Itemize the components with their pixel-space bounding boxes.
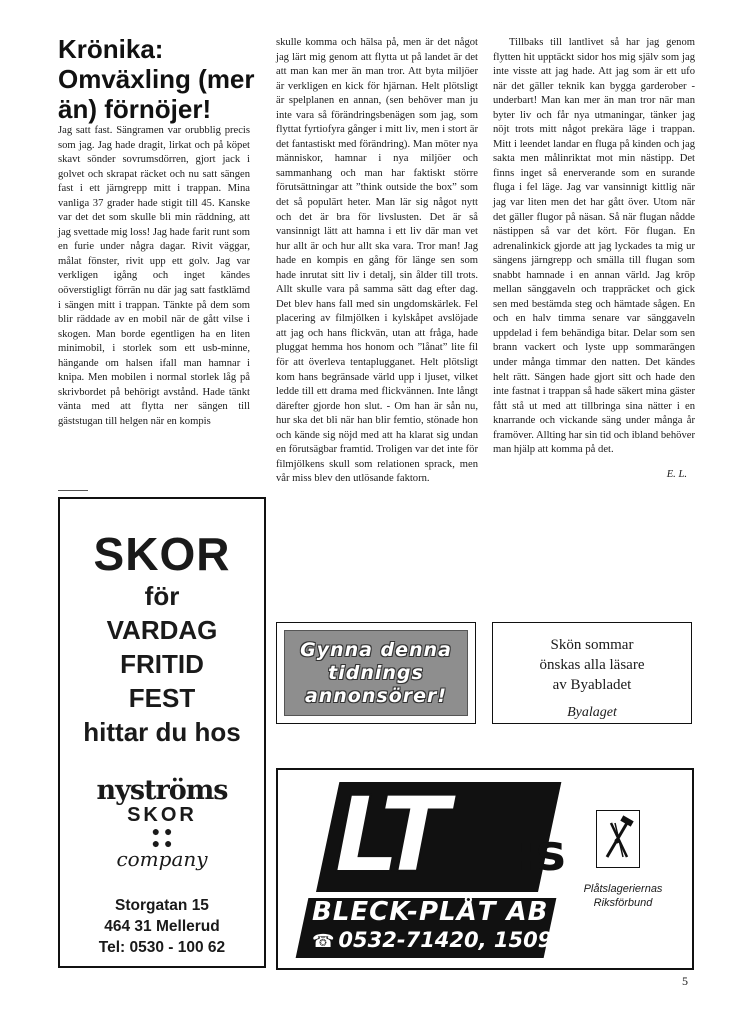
ad-skor-headline: SKOR bbox=[93, 528, 231, 580]
nystroms-logo bbox=[60, 777, 264, 869]
advertisement-nystroms-skor bbox=[58, 497, 266, 968]
article-title bbox=[58, 34, 258, 124]
ad-skor-line-1: för bbox=[144, 581, 180, 611]
hammer-pliers-icon bbox=[597, 811, 638, 866]
column-end-rule bbox=[58, 490, 88, 491]
article-title-line-3: än) förnöjer! bbox=[58, 94, 212, 124]
page-number: 5 bbox=[682, 974, 688, 988]
footprints-icon: ● ● ● ● bbox=[151, 823, 173, 851]
ad-skor-line-3: FRITID bbox=[120, 649, 204, 679]
article-column-2 bbox=[276, 36, 478, 487]
lts-logo bbox=[298, 774, 567, 960]
advertisement-lts-bleck-plat bbox=[276, 768, 694, 970]
tools-badge-icon bbox=[596, 810, 640, 868]
lts-phone bbox=[312, 926, 567, 956]
gynna-panel bbox=[284, 630, 468, 716]
ad-skor-address-line-1: Storgatan 15 bbox=[115, 897, 209, 914]
article-paragraph-2: skulle komma och hälsa på, men är det något jag lärt mig genom att flytta ut på landet är det att man kan mer än man tror. Att byta miljöer är verkligen en kick för hjärnan. Helt plötsligt är spelplanen en annan, (sen behöver man ju inte vara så förändringsbenägen som jag, som flyttat fyrtiofyra gånger i mitt liv, men i stort är det fantastiskt med förändring). Man möter nya människor, hamnar i nya miljöer och sammanhang och man har faktiskt större förutsättningar att ”think outside the box” som det så populärt heter. Man lär sig något nytt och det är bra för livslusten. Det är så vansinnigt lätt att hamna i ett liv där man vet hur allt är och hur allt ska vara. Tror man! Jag hade en kompis en gång för länge sen som hade inrutat sitt liv i detalj, sin ålder till trots. Allt skulle vara på samma sätt dag efter dag. Det blev hans fall med sin ungdomskärlek. Fel placering av filmjölken i kylskåpet avslöjade att jag och hans flickvän, utan att fråga, hade pluggat hemma hos honom och ”lånat” lite fil för att överleva tentaplugganet. Helt plötsligt kom hans begränsade värld upp i ljuset, vilket ledde till ett drama med flickvännen. Inte långt därefter gjorde hon slut. - Om han är sån nu, hur ska det bli när han blir femtio, stönade hon och kände sig nöjd med att ha klarat sig undan en förutsägbar framtid. Troligen var det inte för filmjölkens skull som relationen sprack, men vår miss blev den utlösande faktorn. bbox=[276, 37, 478, 485]
lts-logo-letters: LT bbox=[334, 774, 446, 896]
summer-greeting-line-1: Skön sommar bbox=[550, 637, 634, 653]
summer-greeting-line-3: av Byabladet bbox=[552, 677, 632, 693]
association-name-line-2: Riksförbund bbox=[593, 897, 653, 909]
ad-skor-line-2: VARDAG bbox=[106, 615, 218, 645]
nystroms-logo-name: nyströms bbox=[96, 775, 228, 806]
advertisement-gynna bbox=[276, 622, 476, 724]
article-column-1 bbox=[58, 124, 250, 429]
summer-greeting-box bbox=[492, 622, 692, 724]
gynna-line-2: tidnings bbox=[328, 661, 424, 684]
article-title-line-1: Krönika: bbox=[58, 34, 164, 64]
summer-greeting-line-2: önskas alla läsare bbox=[539, 657, 645, 673]
nystroms-logo-skor: SKOR bbox=[127, 804, 197, 826]
ad-skor-line-5: hittar du hos bbox=[83, 717, 241, 747]
ad-skor-address-line-2: 464 31 Mellerud bbox=[104, 918, 220, 935]
gynna-line-1: Gynna denna bbox=[300, 638, 452, 661]
phone-icon: ☎ bbox=[312, 931, 335, 952]
article-signature: E. L. bbox=[666, 468, 687, 480]
article-column-3 bbox=[493, 36, 695, 482]
summer-greeting-signature: Byalaget bbox=[567, 705, 617, 720]
article-paragraph-3: Tillbaks till lantlivet så har jag genom flytten hit upptäckt sidor hos mig själv som jag inte visste att jag hade. Att jag som är ett ufo när det gäller teknik kan bygga garderober - underbart! Man kan mer än man tror när man byter liv och får nya utmaningar, tänker jag nöjt trots mitt något prekära läge i trappan. Mitt i leendet landar en fluga på kinden och jag sakta men målinriktat mot min nästipp. Det finns inget så enerverande som en surande fluga i fel läge. Jag var vansinnigt kittlig när jag var liten men det har gått över. Utom när det gäller flugor på näsan. Så när flugan nådde nästippen så var det kört. För flugan. En adrenalinkick gjorde att jag lyckades ta mig ur sängens järngrepp och smälla till flugan som snabbt hamnade i en annan värld. Jag kröp mellan sänggaveln och trappräcket och gick sen med bestämda steg och hämtade sågen. En och en halv timma senare var sänggaveln uppdelad i fem behändiga bitar. Delar som sen brann vackert och lyste upp sommarängen under många timmar den natten. Det kändes helt rätt. Sängen hade gjort sitt och hade den inte fastnat i trappan så hade säkert mina gäster fått stå ut med att tillbringa sina nätter i en knarrande och vickande säng under många år framöver. Allting har sin tid och ibland behöver man hjälp att komma på det. bbox=[493, 37, 695, 456]
lts-company-name: BLECK-PLÅT AB bbox=[312, 897, 549, 927]
article-paragraph-1: Jag satt fast. Sängramen var orubblig precis som jag. Jag hade dragit, lirkat och på köpet skavt sönder sovrumsdörren, gjort jack i golvet och skrapat räcket och nu satt sängen fast i ett järngrepp mitt i trappan. Mina vanliga 37 grader hade stigit till 45. Kanske var det det som skulle bli min räddning, att jag svettade mig loss! Jag hade farit runt som en furie under några dagar. Rivit väggar, målat fönster, rivit upp ett golv. Jag var verkligen igång och inget kändes oöverstigligt förrän nu där jag satt fastklämd i sängen mitt i trappan. Tänkte på dem som blir räddade av en mobil när de gått vilse i skogen. Man borde egentligen ha en liten minimobil, i storlek som ett usb-minne, hängande om halsen ifall man hamnar i knipa. Men mobilen i normal storlek låg på skrivbordet på behörigt avstånd. Hade tänkt vänta med att flytta ner sängen till gäststugan till helgen när en kompis bbox=[58, 125, 250, 427]
lts-logo-suffix: :s bbox=[516, 824, 566, 882]
nystroms-logo-company: company bbox=[116, 847, 208, 871]
ad-skor-line-4: FEST bbox=[128, 683, 196, 713]
association-name bbox=[568, 882, 678, 910]
gynna-line-3: annonsörer! bbox=[304, 684, 448, 707]
lts-phone-number: 0532-71420, 15092 bbox=[338, 928, 567, 952]
ad-skor-address bbox=[60, 895, 264, 958]
ad-skor-address-line-3: Tel: 0530 - 100 62 bbox=[98, 939, 226, 956]
association-name-line-1: Plåtslageriernas bbox=[583, 883, 663, 895]
article-title-line-2: Omväxling (mer bbox=[58, 64, 255, 94]
